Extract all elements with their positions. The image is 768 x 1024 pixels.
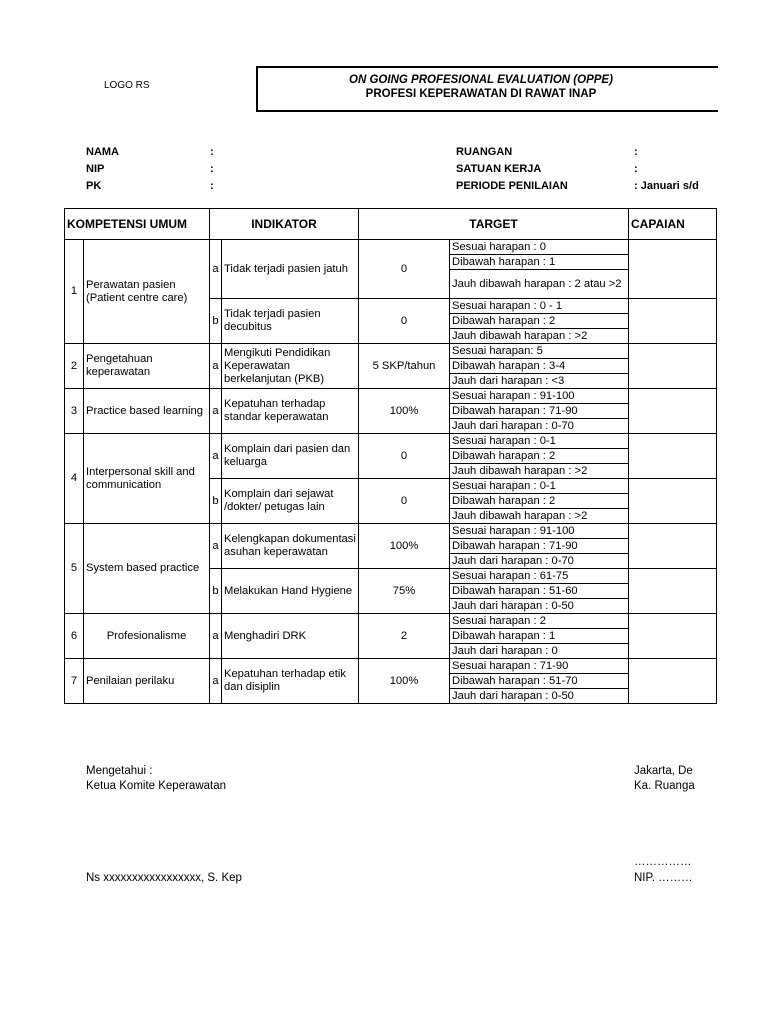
kompetensi-cell: Profesionalisme (84, 614, 210, 659)
criteria-cell: Dibawah harapan : 71-90 (450, 404, 629, 419)
ka-ruangan-label: Ka. Ruanga (634, 780, 695, 792)
criteria-cell: Dibawah harapan : 3-4 (450, 359, 629, 374)
criteria-cell: Sesuai harapan : 0 (450, 240, 629, 255)
ketua-label: Ketua Komite Keperawatan (86, 780, 227, 792)
kompetensi-cell: Practice based learning (84, 389, 210, 434)
place-date: Jakarta, De (634, 765, 693, 777)
indikator-cell: Kepatuhan terhadap standar keperawatan (222, 389, 359, 434)
row-number: 1 (65, 240, 84, 344)
header-target: TARGET (359, 209, 629, 240)
item-letter: a (210, 344, 222, 389)
criteria-cell: Sesuai harapan : 2 (450, 614, 629, 629)
criteria-cell: Sesuai harapan : 0-1 (450, 434, 629, 449)
criteria-cell: Dibawah harapan : 71-90 (450, 539, 629, 554)
criteria-cell: Jauh dibawah harapan : 2 atau >2 (450, 270, 629, 299)
item-letter: a (210, 614, 222, 659)
periode-label: PERIODE PENILAIAN (456, 180, 568, 192)
periode-value: : Januari s/d (634, 180, 699, 192)
evaluation-table (64, 208, 717, 704)
nip-signature: NIP. ……… (634, 872, 693, 884)
kompetensi-cell: Pengetahuan keperawatan (84, 344, 210, 389)
target-cell: 100% (359, 659, 450, 704)
item-letter: a (210, 240, 222, 299)
target-cell: 100% (359, 524, 450, 569)
capaian-cell (629, 479, 717, 524)
item-letter: b (210, 479, 222, 524)
criteria-cell: Sesuai harapan : 0-1 (450, 479, 629, 494)
criteria-cell: Sesuai harapan: 5 (450, 344, 629, 359)
nip-label: NIP (86, 163, 105, 175)
row-number: 2 (65, 344, 84, 389)
kompetensi-cell: Interpersonal skill and communication (84, 434, 210, 524)
item-letter: a (210, 524, 222, 569)
row-number: 6 (65, 614, 84, 659)
row-number: 5 (65, 524, 84, 614)
nama-colon: : (210, 146, 214, 158)
item-letter: b (210, 299, 222, 344)
row-number: 4 (65, 434, 84, 524)
criteria-cell: Sesuai harapan : 91-100 (450, 389, 629, 404)
capaian-cell (629, 344, 717, 389)
criteria-cell: Dibawah harapan : 1 (450, 629, 629, 644)
header-capaian: CAPAIAN (629, 209, 717, 240)
header-kompetensi: KOMPETENSI UMUM (65, 209, 210, 240)
capaian-cell (629, 614, 717, 659)
target-cell: 5 SKP/tahun (359, 344, 450, 389)
indikator-cell: Tidak terjadi pasien jatuh (222, 240, 359, 299)
target-cell: 0 (359, 240, 450, 299)
row-number: 7 (65, 659, 84, 704)
mengetahui-label: Mengetahui : (86, 765, 153, 777)
capaian-cell (629, 569, 717, 614)
pk-label: PK (86, 180, 102, 192)
capaian-cell (629, 524, 717, 569)
satuan-kerja-label: SATUAN KERJA (456, 163, 542, 175)
capaian-cell (629, 434, 717, 479)
criteria-cell: Jauh dari harapan : <3 (450, 374, 629, 389)
nip-colon: : (210, 163, 214, 175)
indikator-cell: Tidak terjadi pasien decubitus (222, 299, 359, 344)
kompetensi-cell: Perawatan pasien (Patient centre care) (84, 240, 210, 344)
satuan-kerja-colon: : (634, 163, 638, 175)
criteria-cell: Dibawah harapan : 51-70 (450, 674, 629, 689)
kompetensi-cell: System based practice (84, 524, 210, 614)
criteria-cell: Dibawah harapan : 2 (450, 494, 629, 509)
ruangan-colon: : (634, 146, 638, 158)
logo-placeholder: LOGO RS (104, 80, 150, 91)
criteria-cell: Jauh dari harapan : 0-70 (450, 419, 629, 434)
signer-name: Ns xxxxxxxxxxxxxxxxx, S. Kep (86, 872, 242, 884)
target-cell: 0 (359, 299, 450, 344)
criteria-cell: Jauh dibawah harapan : >2 (450, 464, 629, 479)
capaian-cell (629, 659, 717, 704)
capaian-cell (629, 389, 717, 434)
criteria-cell: Jauh dari harapan : 0-50 (450, 689, 629, 704)
pk-colon: : (210, 180, 214, 192)
nama-label: NAMA (86, 146, 119, 158)
criteria-cell: Sesuai harapan : 61-75 (450, 569, 629, 584)
indikator-cell: Komplain dari sejawat /dokter/ petugas lain (222, 479, 359, 524)
criteria-cell: Jauh dari harapan : 0-70 (450, 554, 629, 569)
row-number: 3 (65, 389, 84, 434)
indikator-cell: Mengikuti Pendidikan Keperawatan berkelanjutan (PKB) (222, 344, 359, 389)
target-cell: 75% (359, 569, 450, 614)
target-cell: 2 (359, 614, 450, 659)
criteria-cell: Dibawah harapan : 2 (450, 449, 629, 464)
item-letter: b (210, 569, 222, 614)
criteria-cell: Jauh dibawah harapan : >2 (450, 509, 629, 524)
target-cell: 0 (359, 479, 450, 524)
criteria-cell: Jauh dibawah harapan : >2 (450, 329, 629, 344)
target-cell: 0 (359, 434, 450, 479)
indikator-cell: Komplain dari pasien dan keluarga (222, 434, 359, 479)
indikator-cell: Menghadiri DRK (222, 614, 359, 659)
item-letter: a (210, 659, 222, 704)
header-indikator: INDIKATOR (210, 209, 359, 240)
kompetensi-cell: Penilaian perilaku (84, 659, 210, 704)
capaian-cell (629, 299, 717, 344)
document-subtitle: PROFESI KEPERAWATAN DI RAWAT INAP (365, 88, 597, 100)
ruangan-label: RUANGAN (456, 146, 513, 158)
criteria-cell: Sesuai harapan : 0 - 1 (450, 299, 629, 314)
criteria-cell: Jauh dari harapan : 0 (450, 644, 629, 659)
criteria-cell: Dibawah harapan : 1 (450, 255, 629, 270)
criteria-cell: Sesuai harapan : 71-90 (450, 659, 629, 674)
indikator-cell: Melakukan Hand Hygiene (222, 569, 359, 614)
target-cell: 100% (359, 389, 450, 434)
criteria-cell: Dibawah harapan : 2 (450, 314, 629, 329)
criteria-cell: Jauh dari harapan : 0-50 (450, 599, 629, 614)
indikator-cell: Kepatuhan terhadap etik dan disiplin (222, 659, 359, 704)
signature-dots: …………… (634, 856, 692, 868)
document-title: ON GOING PROFESIONAL EVALUATION (OPPE) (349, 74, 613, 86)
title-box (256, 66, 718, 112)
indikator-cell: Kelengkapan dokumentasi asuhan keperawatan (222, 524, 359, 569)
criteria-cell: Sesuai harapan : 91-100 (450, 524, 629, 539)
item-letter: a (210, 389, 222, 434)
criteria-cell: Dibawah harapan : 51-60 (450, 584, 629, 599)
item-letter: a (210, 434, 222, 479)
capaian-cell (629, 240, 717, 299)
